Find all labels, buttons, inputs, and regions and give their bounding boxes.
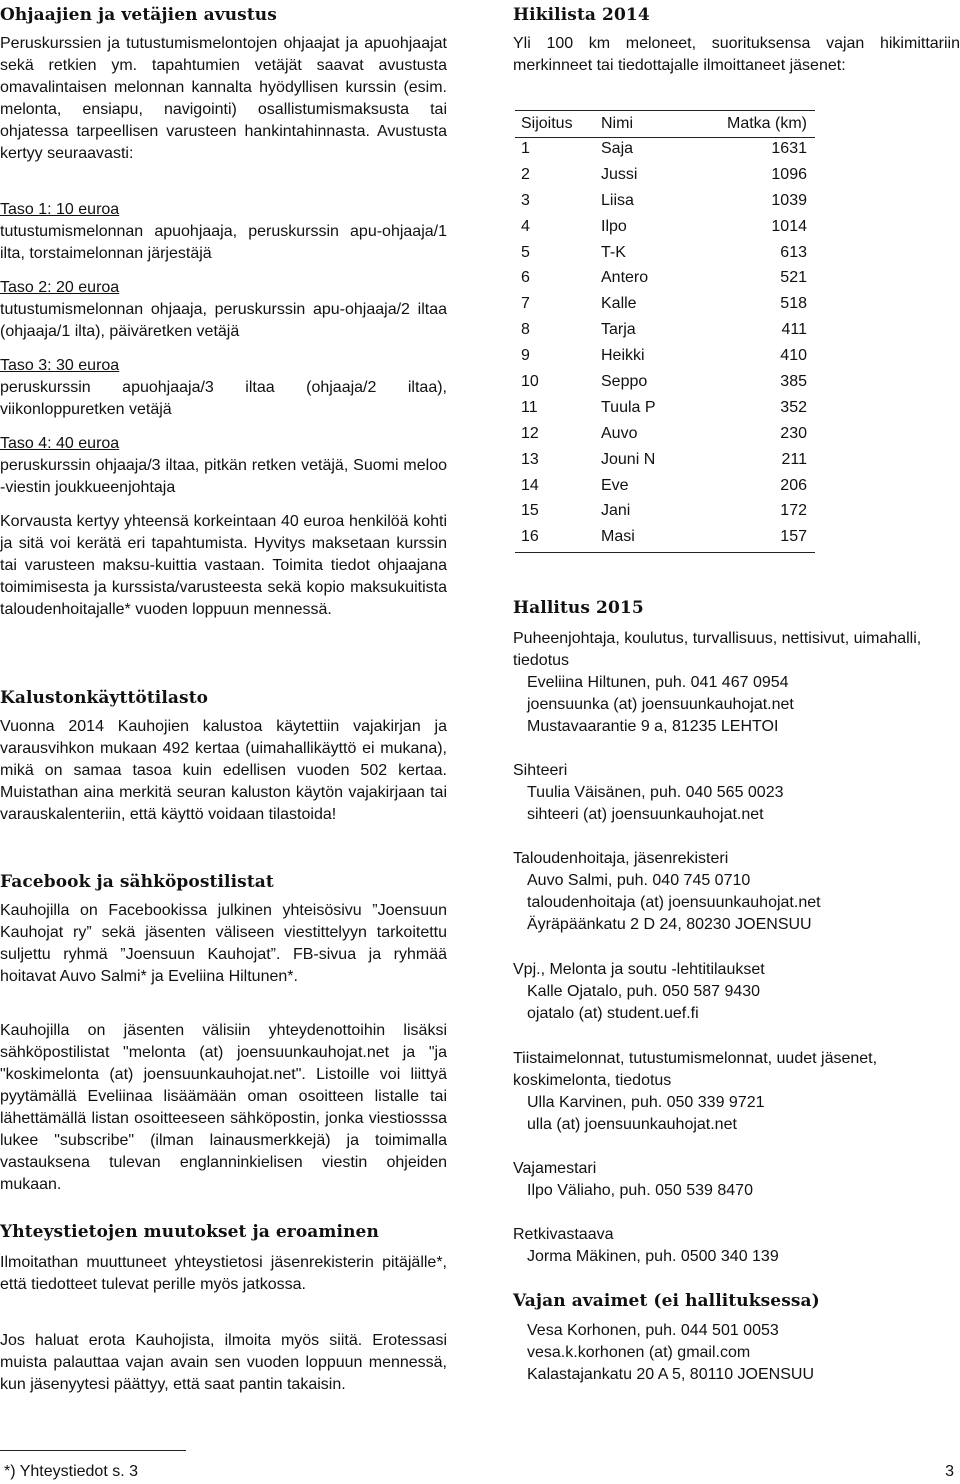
table-row [515,216,815,242]
rank-cell: 15 [521,502,539,520]
contact-email: joensuunka (at) joensuunkauhojat.net [527,696,794,713]
distance-cell: 411 [781,321,807,339]
contact-address: Kalastajankatu 20 A 5, 80110 JOENSUU [527,1366,814,1383]
table-row [515,319,815,345]
name-cell: Masi [601,526,701,552]
distance-cell: 1014 [771,217,807,235]
name-cell: Heikki [601,347,645,365]
distance-cell: 172 [780,502,807,520]
role-puheenjohtaja [513,628,960,738]
role-taloudenhoitaja [513,848,960,936]
table-row [515,164,815,190]
contact-name: Ilpo Väliaho, puh. 050 539 8470 [527,1182,753,1199]
level-4-text: peruskurssin ohjaaja/3 iltaa, pitkän retken vetäjä, Suomi meloo -viestin joukkueenjohtaja [0,457,447,496]
distance-cell: 385 [780,373,807,391]
role-title: Vajamestari [513,1160,597,1177]
name-cell: Seppo [601,373,648,391]
kalusto-heading: Kalustonkäyttötilasto [0,688,209,708]
footnote-text: *) Yhteystiedot s. 3 [4,1463,138,1480]
rank-cell: 12 [521,424,539,442]
distance-cell: 157 [701,526,815,552]
rank-cell: 4 [521,217,530,235]
contact-name: Auvo Salmi, puh. 040 745 0710 [527,872,751,889]
name-cell: Jussi [601,165,638,183]
role-title: Sihteeri [513,762,568,779]
role-vajamestari [513,1158,960,1202]
rank-cell: 3 [521,191,530,209]
column-header-nimi: Nimi [601,111,701,138]
role-retkivastaava [513,1224,960,1268]
yhteystiedot-text-2: Jos haluat erota Kauhojista, ilmoita myös siitä. Erotessasi muista palauttaa vajan avain sen vuoden loppuun mennessä, kun jäsenyytesi päättyy, että saat pantin takaisin. [0,1332,447,1393]
avustus-intro: Peruskurssien ja tutustumismelontojen ohjaajat ja apuohjaajat sekä retkien ym. tapahtumien vetäjät saavat avustusta omavalintaisen melonnan kannalta hyödyllisen kurssin (esim. melonta, ensiapu, navigointi) osallistumismaksusta tai ohjatessa tarpeellisen varusteen hankintahinnasta. Avustusta kertyy seuraavasti: [0,35,447,162]
table-row [515,293,815,319]
contact-email: ulla (at) joensuunkauhojat.net [527,1116,737,1133]
contact-address: Mustavaarantie 9 a, 81235 LEHTOI [527,718,779,735]
avaimet-contact [513,1320,960,1386]
table-row [515,267,815,293]
distance-cell: 230 [780,424,807,442]
level-1 [0,199,447,265]
name-cell: Kalle [601,295,637,313]
distance-cell: 211 [781,450,807,468]
table-row [515,242,815,268]
name-cell: Liisa [601,191,634,209]
hikilista-heading: Hikilista 2014 [513,5,650,25]
name-cell: T-K [601,243,626,261]
contact-address: Äyräpäänkatu 2 D 24, 80230 JOENSUU [527,916,812,933]
page-number: 3 [945,1463,954,1480]
rank-cell: 1 [521,140,530,157]
rank-cell: 2 [521,165,530,183]
level-1-text: tutustumismelonnan apuohjaaja, peruskurssin apu-ohjaaja/1 ilta, torstaimelonnan järjestäjä [0,223,447,262]
hikilista-table-wrap [513,110,815,553]
table-row [515,526,815,552]
facebook-text-1: Kauhojilla on Facebookissa julkinen yhteisösivu ”Joensuun Kauhojat ry” sekä jäsenten väliseen viestittelyyn tarkoitettu suljettu ryhmä ”Joensuun Kauhojat”. FB-sivua ja ryhmää hoitavat Auvo Salmi* ja Eveliina Hiltunen*. [0,902,447,985]
contact-name: Ulla Karvinen, puh. 050 339 9721 [527,1094,765,1111]
table-row [515,449,815,475]
kalusto-text: Vuonna 2014 Kauhojien kalustoa käytettiin vajakirjan ja varausvihkon mukaan 492 kertaa (uimahallikäyttö ei mukana), mikä on samaa tasoa kuin edellisen vuoden 502 kertaa. Muistathan aina merkitä seuran kaluston käytön vajakirjaan tai varauskalenteriin, että käyttö voidaan tilastoida! [0,718,447,823]
role-title: Vpj., Melonta ja soutu -lehtitilaukset [513,961,765,978]
level-4-title: Taso 4: 40 euroa [0,435,120,452]
hallitus-heading: Hallitus 2015 [513,598,644,618]
table-row [515,475,815,501]
table-row [515,371,815,397]
name-cell: Tuula P [601,398,656,416]
distance-cell: 1631 [771,140,807,157]
distance-cell: 613 [780,243,807,261]
yhteystiedot-text-1: Ilmoitathan muuttuneet yhteystietosi jäsenrekisterin pitäjälle*, että tiedotteet tulevat perille myös jatkossa. [0,1254,447,1293]
column-header-sijoitus: Sijoitus [515,111,601,138]
rank-cell: 10 [521,373,539,391]
avustus-heading: Ohjaajien ja vetäjien avustus [0,5,277,25]
contact-name: Jorma Mäkinen, puh. 0500 340 139 [527,1248,779,1265]
level-3 [0,355,447,421]
name-cell: Jani [601,502,631,520]
level-2-title: Taso 2: 20 euroa [0,279,120,296]
level-1-title: Taso 1: 10 euroa [0,201,120,218]
name-cell: Saja [601,140,634,157]
level-3-text: peruskurssin apuohjaaja/3 iltaa (ohjaaja/2 iltaa), viikonloppuretken vetäjä [0,379,447,418]
level-2-text: tutustumismelonnan ohjaaja, peruskurssin apu-ohjaaja/2 iltaa (ohjaaja/1 ilta), päiväretken vetäjä [0,301,447,340]
contact-name: Vesa Korhonen, puh. 044 501 0053 [527,1322,779,1339]
column-header-matka: Matka (km) [701,111,815,138]
distance-cell: 1039 [771,191,807,209]
distance-cell: 352 [780,398,807,416]
rank-cell: 7 [521,295,530,313]
contact-email: ojatalo (at) student.uef.fi [527,1005,699,1022]
rank-cell: 6 [521,269,530,287]
level-4 [0,433,447,499]
level-3-title: Taso 3: 30 euroa [0,357,120,374]
contact-name: Tuulia Väisänen, puh. 040 565 0023 [527,784,784,801]
contact-email: vesa.k.korhonen (at) gmail.com [527,1344,751,1361]
name-cell: Jouni N [601,450,656,468]
distance-cell: 521 [780,269,807,287]
footnote-divider [0,1450,186,1451]
distance-cell: 410 [780,347,807,365]
table-row [515,345,815,371]
rank-cell: 5 [521,243,530,261]
role-title: Retkivastaava [513,1226,614,1243]
role-sihteeri [513,760,960,826]
name-cell: Auvo [601,424,638,442]
table-header-row [515,111,815,138]
table-row [515,397,815,423]
rank-cell: 16 [515,526,601,552]
distance-cell: 1096 [771,165,807,183]
table-row [515,190,815,216]
name-cell: Tarja [601,321,636,339]
role-vpj [513,959,960,1025]
table-row [515,423,815,449]
hikilista-table [515,110,815,553]
facebook-text-2: Kauhojilla on jäsenten välisiin yhteydenottoihin lisäksi sähköpostilistat "melonta (at) joensuunkauhojat.net ja "ja "koskimelonta (at) joensuunkauhojat.net". Listoille voi liittyä pyytämällä Eveliinaa lisäämään oman osoitteen listalle tai lähettämällä listan osoitteeseen sähköpostin, jonka viestiosssa lukee "subscribe" (ilman lainausmerkkejä) ja toimimalla vastauksena tulevan englanninkielisen viestin ohjeiden mukaan. [0,1022,447,1193]
facebook-heading: Facebook ja sähköpostilistat [0,872,274,892]
hikilista-intro: Yli 100 km meloneet, suorituksensa vajan hikimittariin merkinneet tai tiedottajalle ilmoittaneet jäsenet: [513,35,960,74]
distance-cell: 518 [780,295,807,313]
distance-cell: 206 [780,476,807,494]
yhteystiedot-heading: Yhteystietojen muutokset ja eroaminen [0,1222,379,1242]
name-cell: Antero [601,269,649,287]
name-cell: Eve [601,476,629,494]
contact-email: taloudenhoitaja (at) joensuunkauhojat.net [527,894,821,911]
rank-cell: 11 [521,398,538,416]
rank-cell: 8 [521,321,530,339]
contact-name: Eveliina Hiltunen, puh. 041 467 0954 [527,674,789,691]
role-title: Tiistaimelonnat, tutustumismelonnat, uudet jäsenet, koskimelonta, tiedotus [513,1050,878,1089]
table-row [515,138,815,164]
rank-cell: 13 [521,450,539,468]
rank-cell: 9 [521,347,530,365]
role-tiistaimelonnat [513,1048,960,1136]
contact-email: sihteeri (at) joensuunkauhojat.net [527,806,764,823]
avaimet-heading: Vajan avaimet (ei hallituksessa) [513,1291,820,1311]
name-cell: Ilpo [601,217,627,235]
role-title: Taloudenhoitaja, jäsenrekisteri [513,850,729,867]
rank-cell: 14 [521,476,539,494]
contact-name: Kalle Ojatalo, puh. 050 587 9430 [527,983,761,1000]
avustus-closing: Korvausta kertyy yhteensä korkeintaan 40 euroa henkilöä kohti ja sitä voi kerätä eri tapahtumista. Hyvitys maksetaan kurssin tai varusteen maksu-kuittia vastaan. Toimita tiedot ohjaajana toimimisesta ja kurssista/varusteesta sekä kopio maksukuitista taloudenhoitajalle* vuoden loppuun mennessä. [0,513,447,618]
role-title: Puheenjohtaja, koulutus, turvallisuus, nettisivut, uimahalli, tiedotus [513,630,922,669]
level-2 [0,277,447,343]
table-row [515,500,815,526]
